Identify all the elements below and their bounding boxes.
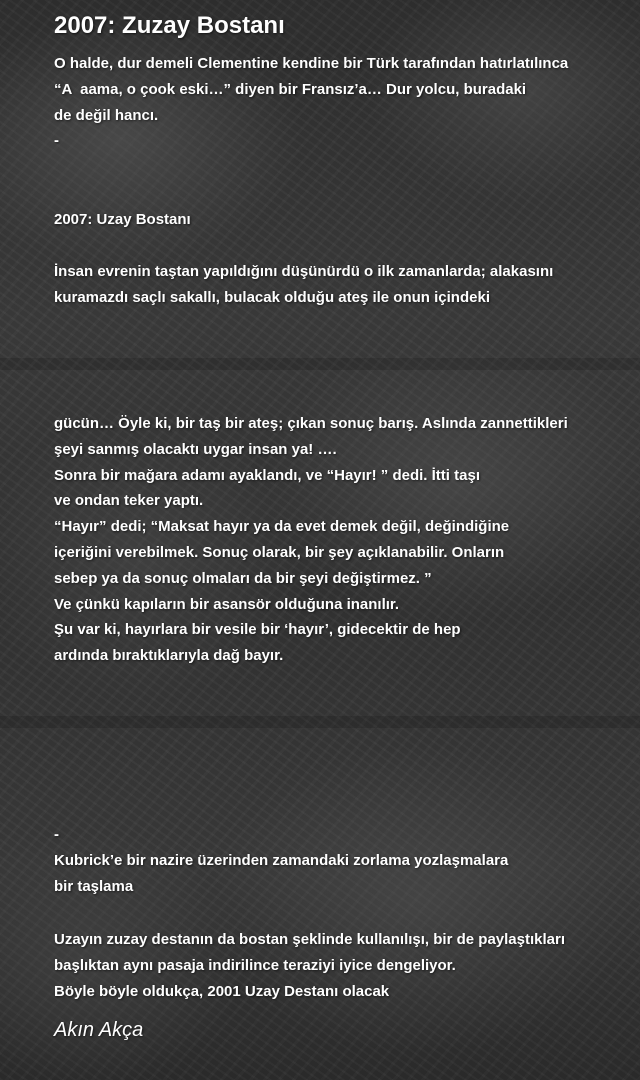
poem-line: İnsan evrenin taştan yapıldığını düşünürdü o ilk zamanlarda; alakasını bbox=[54, 263, 554, 280]
stanza-1 bbox=[54, 51, 614, 154]
section-divider bbox=[0, 716, 640, 728]
poem-line: Kubrick’e bir nazire üzerinden zamandaki zorlama yozlaşmalara bbox=[54, 851, 509, 869]
poem-line: sebep ya da sonuç olmaları da bir şeyi değiştirmez. ” bbox=[54, 569, 432, 587]
author-name: Akın Akça bbox=[54, 1019, 144, 1041]
poem-line: de değil hancı. bbox=[54, 106, 159, 124]
stanza-2 bbox=[54, 207, 614, 233]
stanza-5 bbox=[54, 822, 614, 899]
poem-line: 2007: Uzay Bostanı bbox=[54, 211, 191, 228]
poem-line: - bbox=[54, 826, 59, 843]
poem-line: gücün… Öyle ki, bir taş bir ateş; çıkan sonuç barış. Aslında zannettikleri bbox=[54, 415, 568, 432]
poem-line: Ve çünkü kapıların bir asansör olduğuna inanılır. bbox=[54, 595, 400, 613]
stanza-3 bbox=[54, 259, 614, 311]
poem-line: başlıktan aynı pasaja indirilince teraziyi iyice dengeliyor. bbox=[54, 956, 456, 974]
poem-line: ve ondan teker yaptı. bbox=[54, 492, 204, 510]
stanza-6 bbox=[54, 927, 614, 1004]
poem-line: şeyi sanmış olacaktı uygar insan ya! …. bbox=[54, 440, 337, 458]
poem-line: “Hayır” dedi; “Maksat hayır ya da evet demek değil, değindiğine bbox=[54, 518, 510, 536]
poem-line: bir taşlama bbox=[54, 877, 134, 895]
poem-line: Şu var ki, hayırlara bir vesile bir ‘hayır’, gidecektir de hep bbox=[54, 621, 461, 639]
poem-line: Uzayın zuzay destanın da bostan şeklinde kullanılışı, bir de paylaştıkları bbox=[54, 931, 565, 948]
section-divider bbox=[0, 358, 640, 370]
poem-line: - bbox=[54, 132, 59, 150]
poem-line: Sonra bir mağara adamı ayaklandı, ve “Hayır! ” dedi. İtti taşı bbox=[54, 466, 480, 484]
poem-line: içeriğini verebilmek. Sonuç olarak, bir şey açıklanabilir. Onların bbox=[54, 543, 505, 561]
poem-line: kuramazdı saçlı sakallı, bulacak olduğu ateş ile onun içindeki bbox=[54, 288, 490, 306]
poem-line: ardında bıraktıklarıyla dağ bayır. bbox=[54, 647, 284, 665]
poem-line: O halde, dur demeli Clementine kendine bir Türk tarafından hatırlatılınca bbox=[54, 55, 569, 72]
poem-line: Böyle böyle oldukça, 2001 Uzay Destanı olacak bbox=[54, 982, 390, 1000]
poem-line: “A aama, o çook eski…” diyen bir Fransız’a… Dur yolcu, buradaki bbox=[54, 80, 527, 98]
stanza-4 bbox=[54, 411, 614, 669]
poem-title: 2007: Zuzay Bostanı bbox=[54, 12, 285, 39]
